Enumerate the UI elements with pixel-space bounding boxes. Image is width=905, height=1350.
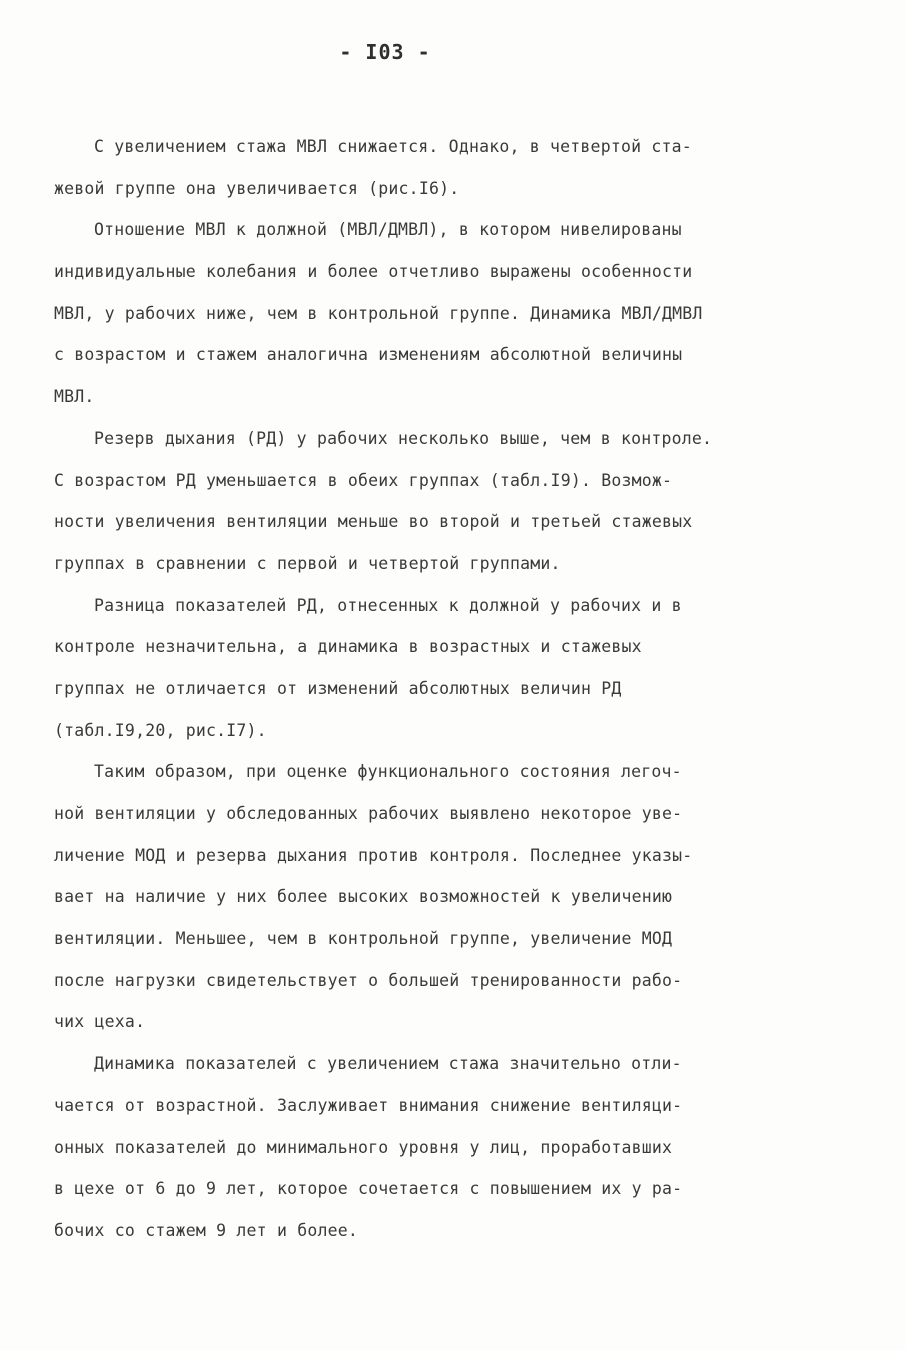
paragraph-2 [54, 209, 854, 417]
text-line: индивидуальные колебания и более отчетливо выражены особенности [54, 262, 693, 282]
text-line: личение МОД и резерва дыхания против контроля. Последнее указы- [54, 845, 693, 865]
text-line: бочих со стажем 9 лет и более. [54, 1220, 359, 1240]
body-text [54, 126, 854, 1252]
text-line: чается от возрастной. Заслуживает внимания снижение вентиляци- [54, 1095, 683, 1115]
page-number: - I03 - [339, 40, 431, 64]
text-line: группах не отличается от изменений абсолютных величин РД [54, 678, 622, 698]
paragraph-6 [54, 1043, 854, 1251]
paragraph-4 [54, 585, 854, 752]
text-line: вентиляции. Меньшее, чем в контрольной группе, увеличение МОД [54, 929, 673, 949]
text-line: Динамика показателей с увеличением стажа значительно отли- [94, 1054, 682, 1074]
text-line: вает на наличие у них более высоких возможностей к увеличению [54, 887, 673, 907]
text-line: ности увеличения вентиляции меньше во второй и третьей стажевых [54, 512, 693, 532]
text-line: чих цеха. [54, 1012, 146, 1032]
text-line: Таким образом, при оценке функционального состояния легоч- [94, 762, 682, 782]
text-line: С возрастом РД уменьшается в обеих группах (табл.I9). Возмож- [54, 470, 673, 490]
text-line: с возрастом и стажем аналогична изменениям абсолютной величины [54, 345, 683, 365]
text-line: в цехе от 6 до 9 лет, которое сочетается с повышением их у ра- [54, 1179, 683, 1199]
text-line: ной вентиляции у обследованных рабочих выявлено некоторое уве- [54, 804, 683, 823]
text-line: после нагрузки свидетельствует о большей тренированности рабо- [54, 970, 683, 990]
text-line: контроле незначительна, а динамика в возрастных и стажевых [54, 637, 642, 657]
text-line: Отношение МВЛ к должной (МВЛ/ДМВЛ), в котором нивелированы [94, 220, 682, 240]
paragraph-1 [54, 126, 854, 209]
text-line: группах в сравнении с первой и четвертой группами. [54, 553, 561, 573]
text-line: жевой группе она увеличивается (рис.I6). [54, 178, 460, 198]
paragraph-5 [54, 751, 854, 1043]
text-line: Резерв дыхания (РД) у рабочих несколько выше, чем в контроле. [94, 428, 713, 448]
text-line: МВЛ, у рабочих ниже, чем в контрольной группе. Динамика МВЛ/ДМВЛ [54, 303, 703, 323]
text-line: С увеличением стажа МВЛ снижается. Однако, в четвертой ста- [94, 137, 692, 156]
text-line: онных показателей до минимального уровня у лиц, проработавших [54, 1137, 673, 1157]
text-line: (табл.I9,20, рис.I7). [54, 720, 267, 740]
text-line: Разница показателей РД, отнесенных к должной у рабочих и в [94, 595, 682, 615]
text-line: МВЛ. [54, 387, 95, 407]
paragraph-3 [54, 418, 854, 585]
